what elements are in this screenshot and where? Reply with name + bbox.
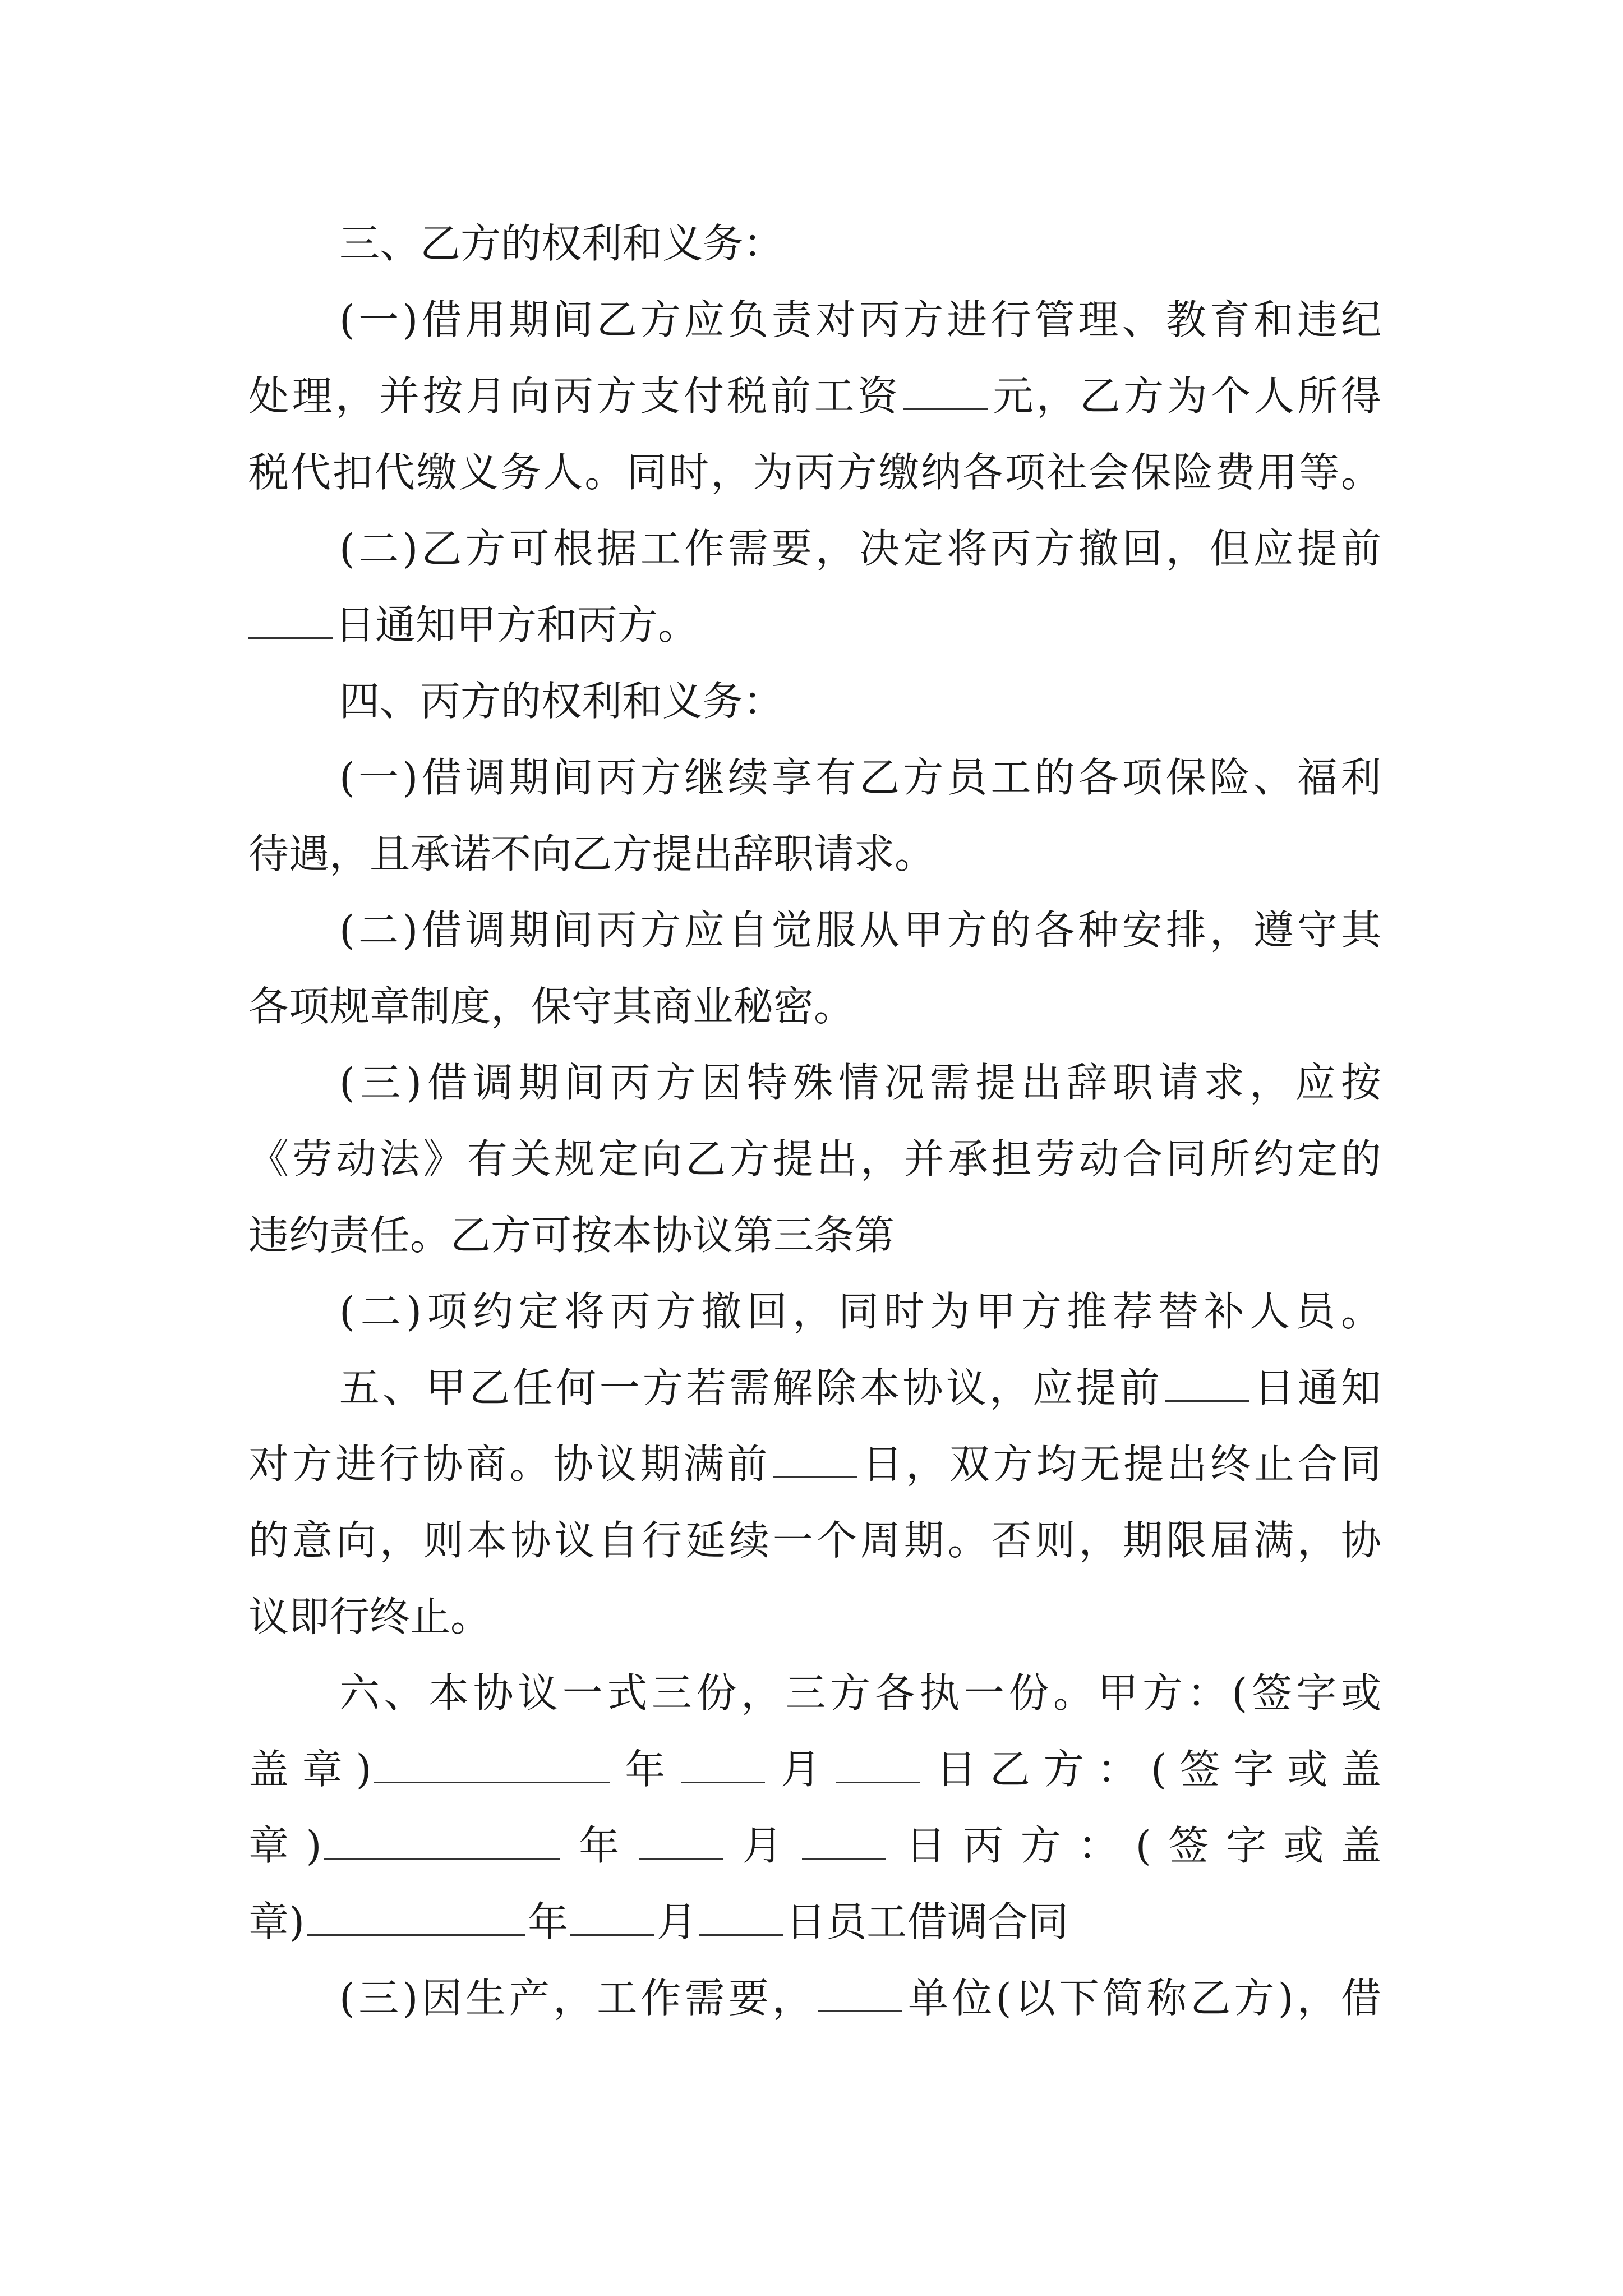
signature-line: 盖章) 年 月 日乙方：(签字或盖	[248, 1746, 1381, 1793]
paragraph-line: 各项规章制度，保守其商业秘密。	[248, 983, 855, 1030]
month-blank[interactable]	[802, 1825, 886, 1860]
paragraph-line: (三)借调期间丙方因特殊情况需提出辞职请求，应按	[339, 1059, 1381, 1106]
paragraph-line: 处理，并按月向丙方支付税前工资 元，乙方为个人所得	[248, 372, 1381, 420]
paragraph-line: 待遇，且承诺不向乙方提出辞职请求。	[248, 830, 935, 877]
signature-line: 章) 年 月 日员工借调合同	[248, 1898, 1069, 1945]
year-blank[interactable]	[639, 1825, 723, 1860]
signature-line: 章) 年 月 日丙方：(签字或盖	[248, 1822, 1381, 1869]
section-heading: 五、甲乙任何一方若需解除本协议，应提前 日通知	[339, 1364, 1381, 1411]
section-heading: 三、乙方的权利和义务：	[339, 220, 784, 267]
year-blank[interactable]	[681, 1749, 765, 1783]
paragraph-line: (二)借调期间丙方应自觉服从甲方的各种安排，遵守其	[339, 907, 1381, 954]
signature-blank[interactable]	[374, 1749, 610, 1783]
fill-blank[interactable]	[903, 376, 988, 410]
paragraph-line: (一)借调期间丙方继续享有乙方员工的各项保险、福利	[339, 754, 1381, 801]
year-blank[interactable]	[570, 1902, 654, 1936]
paragraph-line: (一)借用期间乙方应负责对丙方进行管理、教育和违纪	[339, 296, 1381, 343]
fill-blank[interactable]	[248, 605, 333, 639]
paragraph-line: 对方进行协商。协议期满前 日，双方均无提出终止合同	[248, 1441, 1381, 1488]
signature-blank[interactable]	[307, 1902, 525, 1936]
fill-blank[interactable]	[1165, 1368, 1249, 1402]
paragraph-line: 议即行终止。	[248, 1593, 491, 1640]
paragraph-line: (三)因生产，工作需要， 单位(以下简称乙方)，借	[339, 1975, 1381, 2022]
section-heading: 六、本协议一式三份，三方各执一份。甲方：(签字或	[339, 1669, 1381, 1717]
month-blank[interactable]	[836, 1749, 920, 1783]
paragraph-line: 日通知甲方和丙方。	[248, 588, 1381, 661]
fill-blank[interactable]	[773, 1444, 857, 1478]
paragraph-line: 的意向，则本协议自行延续一个周期。否则，期限届满，协	[248, 1517, 1381, 1564]
section-heading: 四、丙方的权利和义务：	[339, 678, 784, 725]
fill-blank[interactable]	[818, 1978, 902, 2012]
paragraph-line: 《劳动法》有关规定向乙方提出，并承担劳动合同所约定的	[248, 1135, 1381, 1182]
paragraph-line: (二)项约定将丙方撤回，同时为甲方推荐替补人员。	[339, 1288, 1381, 1335]
month-blank[interactable]	[699, 1902, 783, 1936]
paragraph-line: 违约责任。乙方可按本协议第三条第	[248, 1212, 895, 1259]
paragraph-line: (二)乙方可根据工作需要，决定将丙方撤回，但应提前	[339, 525, 1381, 572]
signature-blank[interactable]	[324, 1825, 560, 1860]
paragraph-line: 税代扣代缴义务人。同时，为丙方缴纳各项社会保险费用等。	[248, 449, 1381, 496]
